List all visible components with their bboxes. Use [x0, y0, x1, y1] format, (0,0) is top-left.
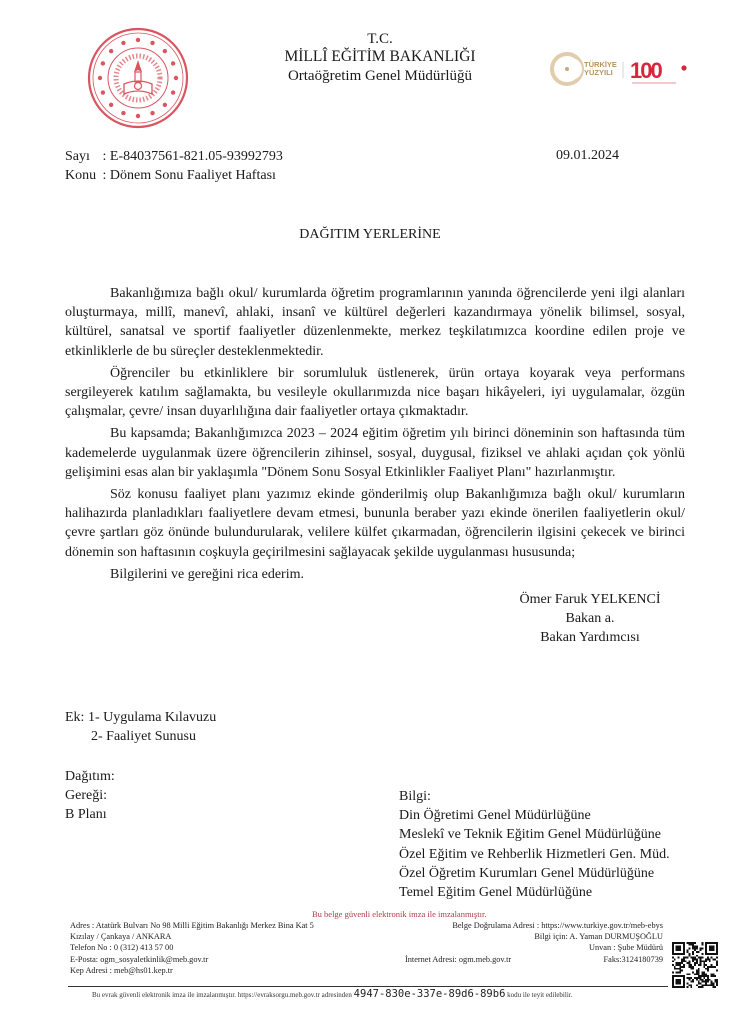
verify-code: 4947-830e-337e-89d6-89b6 [353, 988, 506, 1000]
footer-email[interactable]: E-Posta: ogm_sosyaletkinlik@meb.gov.tr [70, 954, 209, 964]
logo-number: 100 [630, 58, 661, 83]
sayi-row [65, 148, 283, 166]
bilgi-list [399, 787, 670, 902]
footer-contact-right [405, 920, 663, 965]
seal-star-icon [101, 61, 105, 65]
bilgi-item: Özel Eğitim ve Rehberlik Hizmetleri Gen. Müd. [399, 846, 670, 862]
seal-star-icon [171, 61, 175, 65]
attachments-label: Ek: [65, 710, 85, 725]
bilgi-item: Din Öğretimi Genel Müdürlüğüne [399, 808, 591, 824]
seal-star-icon [171, 90, 175, 94]
seal-star-icon [136, 114, 140, 118]
footer-contact-left [70, 920, 314, 976]
distribution-label: Dağıtım: [65, 769, 115, 784]
konu-label: Konu [65, 168, 97, 183]
sayi-label: Sayı [65, 149, 90, 164]
footer-verify-address[interactable]: Belge Doğrulama Adresi : https://www.turkiye.gov.tr/meb-ebys [452, 921, 663, 930]
footer-city: Kızılay / Çankaya / ANKARA [70, 932, 172, 942]
seal-star-icon [109, 103, 113, 107]
body-paragraph: Bakanlığımıza bağlı okul/ kurumlarda öğretim programlarının yanında öğrencilerde yeni ilgi alanları oluşturmaya, millî, manevî, ahlaki, insanî ve kültürel değerleri kazandırmaya yönelik bilimsel, sosyal, kültürel, sanatsal ve sportif faaliyetler düzenlenmekte, merkez teşkilatımızca koordine edilen proje ve etkinliklerle de bu süreçler desteklenmektedir. [65, 286, 685, 359]
seal-star-icon [150, 41, 154, 45]
footer-divider [68, 986, 668, 987]
seal-star-icon [150, 111, 154, 115]
signer-line2: Bakan a. [565, 611, 615, 626]
footer-fax: Faks:3124180739 [603, 954, 663, 964]
seal-star-icon [136, 38, 140, 42]
seal-star-icon [163, 49, 167, 53]
bilgi-label: Bilgi: [399, 789, 431, 804]
meb-seal-icon [86, 26, 190, 130]
seal-star-icon [101, 90, 105, 94]
body-paragraph: Söz konusu faaliyet planı yazımız ekinde gönderilmiş olup Bakanlığımıza bağlı okul/ kurumların halihazırda planladıkları faaliyetlere devam etmesi, bununla beraber yazı ekinde önerilen faaliyetlerin okul/ çevre şartları göz önünde bulundurularak, velilere külfet çıkarmadan, öğrencilerin ilgisini çekecek ve birinci dönemin son haftasının coşkuyla geçirilmesini sağlayacak şekilde uygulanması hususunda; [65, 487, 685, 560]
seal-star-icon [174, 76, 178, 80]
attachment-item: 1- Uygulama Kılavuzu [87, 710, 217, 725]
footer-internet[interactable]: İnternet Adresi: ogm.meb.gov.tr [405, 954, 512, 964]
addressee-heading: DAĞITIM YERLERİNE [299, 227, 441, 242]
verify-suffix: kodu ile teyit edilebilir. [507, 991, 573, 999]
logo-text-line1: TÜRKİYE [584, 60, 617, 69]
geregi-item: B Planı [65, 807, 107, 822]
letter-body [65, 284, 685, 587]
konu-row [65, 167, 276, 185]
bilgi-item: Temel Eğitim Genel Müdürlüğüne [399, 885, 593, 901]
body-paragraph: Bu kapsamda; Bakanlığımızca 2023 – 2024 eğitim öğretim yılı birinci döneminin son haftasında tüm kademelerde uygulanmak üzere öğrencilerin zihinsel, sosyal, duygusal, fiziksel ve ahlaki açıdan çok yönlü gelişimini esas alan bir yaklaşımla "Dönem Sonu Sosyal Etkinlikler Faaliyet Planı" hazırlanmıştır. [65, 426, 685, 480]
qr-code-icon[interactable] [672, 942, 718, 988]
bilgi-item: Meslekî ve Teknik Eğitim Genel Müdürlüğüne [399, 827, 661, 843]
geregi-label: Gereği: [65, 788, 107, 803]
logo-text-line2: YÜZYILI [584, 68, 613, 77]
verification-line [92, 988, 572, 1000]
seal-star-icon [163, 103, 167, 107]
seal-star-icon [109, 49, 113, 53]
attachment-item: 2- Faaliyet Sunusu [91, 729, 196, 744]
seal-star-icon [98, 76, 102, 80]
e-signature-notice: Bu belge güvenli elektronik imza ile imzalanmıştır. [312, 909, 487, 919]
bilgi-item: Özel Öğretim Kurumları Genel Müdürlüğüne [399, 865, 655, 881]
sayi-value: : E-84037561-821.05-93992793 [102, 149, 283, 164]
seal-star-icon [121, 41, 125, 45]
signer-name: Ömer Faruk YELKENCİ [519, 592, 661, 607]
verify-prefix: Bu evrak güvenli elektronik imza ile imzalanmıştır. https://evraksorgu.meb.gov.tr adresinden [92, 991, 352, 999]
seal-star-icon [121, 111, 125, 115]
signature-block [480, 590, 700, 647]
footer-info-contact: Bilgi için: A. Yaman DURMUŞOĞLU [534, 932, 663, 942]
letterhead-country: T.C. [367, 31, 393, 47]
document-date: 09.01.2024 [556, 148, 619, 163]
konu-value: : Dönem Sonu Faaliyet Haftası [102, 168, 276, 183]
footer-phone: Telefon No : 0 (312) 413 57 00 [70, 943, 174, 953]
body-paragraph: Öğrenciler bu etkinliklere bir sorumluluk üstlenerek, ürün ortaya koyarak veya performans sergileyerek katılım sağlamakta, bu vesileyle okullarımızda nice başarı hikâyeleri, iyi uygulamalar, özgün çalışmalar, çevre/ insan duyarlılığına dair faaliyetler ortaya çıkmaktadır. [65, 365, 685, 420]
attachments [65, 708, 216, 746]
letterhead-ministry: MİLLÎ EĞİTİM BAKANLIĞI [284, 48, 476, 65]
footer-address: Adres : Atatürk Bulvarı No 98 Milli Eğitim Bakanlığı Merkez Bina Kat 5 [70, 921, 314, 930]
footer-kep: Kep Adresi : meb@hs01.kep.tr [70, 965, 173, 975]
letterhead-department: Ortaöğretim Genel Müdürlüğü [287, 68, 473, 84]
body-closing: Bilgilerini ve gereğini rica ederim. [110, 566, 304, 582]
footer-contact-title: Unvan : Şube Müdürü [589, 943, 663, 953]
signer-title: Bakan Yardımcısı [540, 630, 640, 645]
turkiye-yuzyili-100-logo-icon [548, 50, 698, 88]
distribution [65, 767, 115, 824]
